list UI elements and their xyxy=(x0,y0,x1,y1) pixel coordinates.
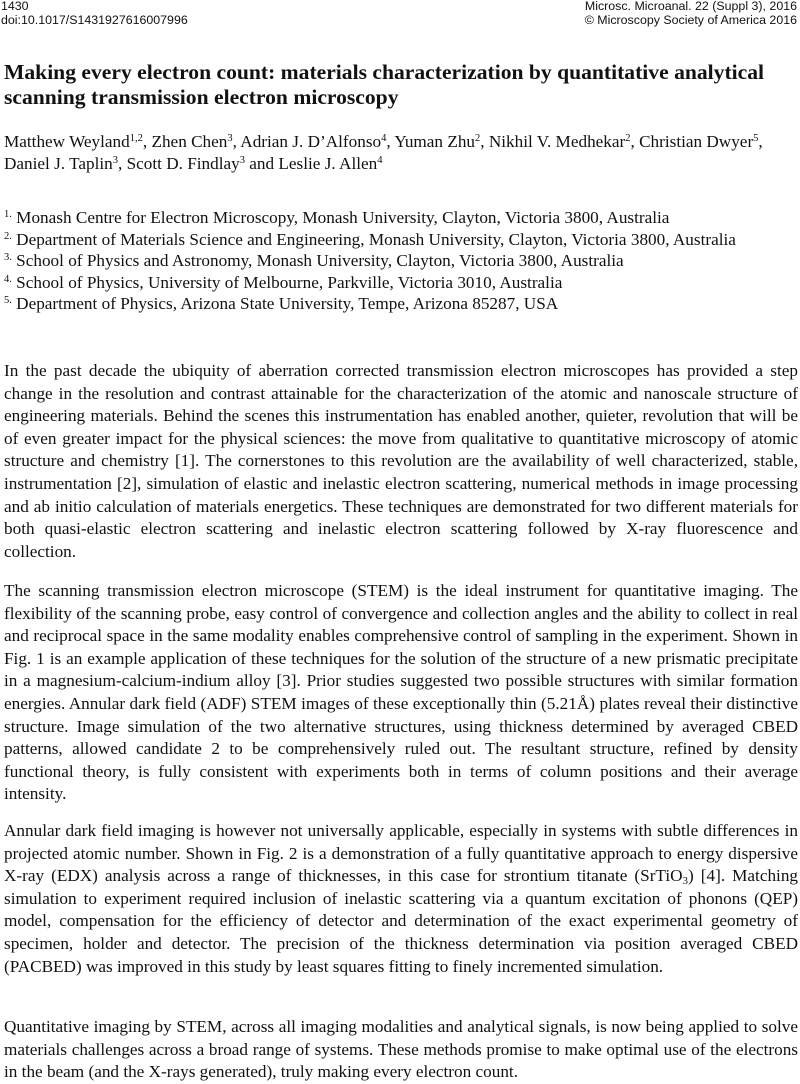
author-affiliation-mark: 1,2 xyxy=(129,133,143,144)
copyright-notice: © Microscopy Society of America 2016 xyxy=(584,12,797,27)
affiliation-number: 4. xyxy=(4,273,12,285)
affiliation: $^{3.}$ School of Physics and Astronomy, Monash University, Clayton, Victoria 3800, Australia xyxy=(4,251,624,270)
affiliation-number: 1. xyxy=(4,209,12,220)
author-name: Adrian J. D’Alfonso xyxy=(240,132,382,151)
author-name: Scott D. Findlay xyxy=(126,154,240,173)
affiliation-list xyxy=(4,207,798,315)
author-affiliation-mark: 5 xyxy=(753,133,759,144)
author-list: Matthew Weyland$^{1,2}$, Zhen Chen$^3$, Adrian J. D’Alfonso$^4$, Yuman Zhu$^2$, Nikhil V. Medhekar$^2$, Christian Dwyer$^5$, Daniel J. Taplin$^3$, Scott D. Findlay$^3$ and Leslie J. Allen$^4$ xyxy=(4,132,763,173)
affiliation: $^{4.}$ School of Physics, University of Melbourne, Parkville, Victoria 3010, Australia xyxy=(4,272,563,292)
author-affiliation-mark: 3 xyxy=(227,133,233,144)
author-name: Yuman Zhu xyxy=(394,132,476,151)
author-affiliation-mark: 4 xyxy=(377,155,383,166)
author-name: Christian Dwyer xyxy=(639,132,754,151)
paper-title: Making every electron count: materials characterization by quantitative analytical scanning transmission electron microscopy xyxy=(4,60,765,109)
running-header-right xyxy=(585,0,797,27)
author-name: Daniel J. Taplin xyxy=(4,154,113,173)
body-paragraph-conclusion: Quantitative imaging by STEM, across all imaging modalities and analytical signals, is now being applied to solve materials challenges across a broad range of systems. These methods promise to make optimal use of the electrons in the beam (and the X-rays generated), truly making every electron count. xyxy=(4,1017,798,1082)
journal-citation: Microsc. Microanal. 22 (Suppl 3), 2016 xyxy=(584,0,797,13)
doi: doi:10.1017/S1431927616007996 xyxy=(1,12,188,27)
affiliation: $^{5.}$ Department of Physics, Arizona State University, Tempe, Arizona 85287, USA xyxy=(4,294,559,313)
body-paragraph-edx: Annular dark field imaging is however not universally applicable, especially in systems with subtle differences in projected atomic number. Shown in Fig. 2 is a demonstration of a fully quantitative approach to energy dispersive X-ray (EDX) analysis across a range of thicknesses, in this case for strontium titanate (SrTiO$_3$) [4]. Matching simulation to experiment required inclusion of inelastic scattering via a quantum excitation of phonons (QEP) model, compensation for the efficiency of detector and determination of the exact experimental geometry of specimen, holder and detector. The precision of the thickness determination via position averaged CBED (PACBED) was improved in this study by least squares fitting to finely incremented simulation. xyxy=(4,821,799,976)
author-affiliation-mark: 3 xyxy=(239,155,245,166)
affiliation-number: 5. xyxy=(4,295,12,306)
author-name: Leslie J. Allen xyxy=(278,154,378,173)
author-name: Zhen Chen xyxy=(151,132,228,151)
author-affiliation-mark: 3 xyxy=(112,155,118,166)
affiliation-number: 3. xyxy=(4,252,12,263)
affiliation: $^{1.}$ Monash Centre for Electron Microscopy, Monash University, Clayton, Victoria 3800, Australia xyxy=(4,208,670,227)
body-paragraph-intro: In the past decade the ubiquity of aberration corrected transmission electron microscopes has provided a step change in the resolution and contrast attainable for the characterization of the atomic and nanoscale structure of engineering materials. Behind the scenes this instrumentation has enabled another, quieter, revolution that will be of even greater impact for the physical sciences: the move from qualitative to quantitative microscopy of atomic structure and chemistry [1]. The cornerstones to this revolution are the availability of well characterized, stable, instrumentation [2], simulation of elastic and inelastic electron scattering, numerical methods in image processing and ab initio calculation of materials energetics. These techniques are demonstrated for two different materials for both quasi-elastic electron scattering and inelastic electron scattering followed by X-ray fluorescence and collection. xyxy=(4,361,798,561)
author-affiliation-mark: 2 xyxy=(625,133,631,144)
affiliation-number: 2. xyxy=(4,230,12,242)
author-affiliation-mark: 2 xyxy=(475,133,481,144)
page-number: 1430 xyxy=(1,0,29,13)
author-name: Matthew Weyland xyxy=(4,132,130,151)
affiliation: $^{2.}$ Department of Materials Science and Engineering, Monash University, Clayton, Victoria 3800, Australia xyxy=(4,229,736,249)
running-header-left xyxy=(1,0,188,27)
author-affiliation-mark: 4 xyxy=(381,133,387,144)
body-paragraph-stem: The scanning transmission electron microscope (STEM) is the ideal instrument for quantitative imaging. The flexibility of the scanning probe, easy control of convergence and collection angles and the ability to collect in real and reciprocal space in the same modality enables comprehensive control of sampling in the experiment. Shown in Fig. 1 is an example application of these techniques for the solution of the structure of a new prismatic precipitate in a magnesium-calcium-indium alloy [3]. Prior studies suggested two possible structures with similar formation energies. Annular dark field (ADF) STEM images of these exceptionally thin (5.21Å) plates reveal their distinctive structure. Image simulation of the two alternative structures, using thickness determined by averaged CBED patterns, allowed candidate 2 to be comprehensively ruled out. The resultant structure, refined by density functional theory, is fully consistent with experiments both in terms of column positions and their average intensity. xyxy=(4,581,798,804)
author-name: Nikhil V. Medhekar xyxy=(488,132,626,151)
chemical-subscript: 3 xyxy=(682,875,689,888)
